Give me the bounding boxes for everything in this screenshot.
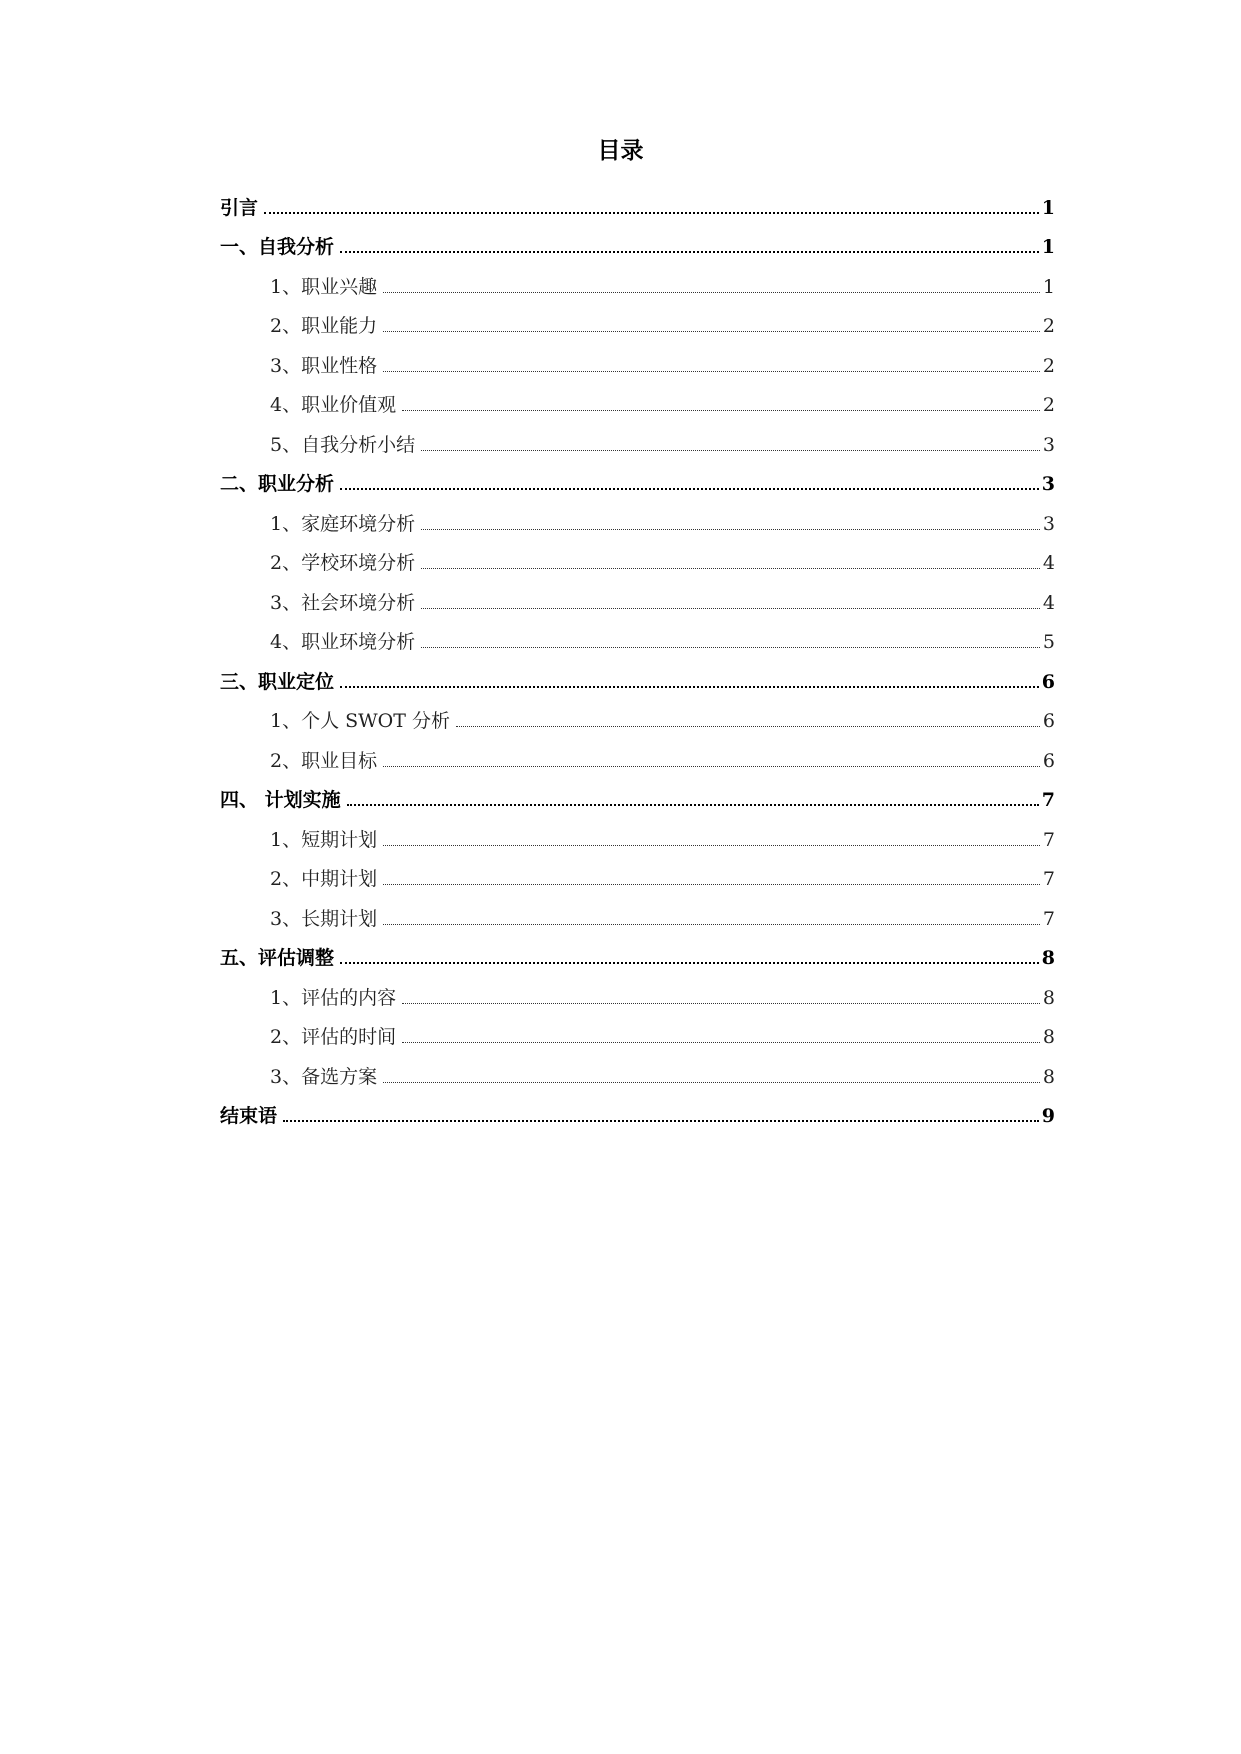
- toc-page-number: 4: [1042, 552, 1055, 574]
- toc-page-number: 5: [1042, 631, 1055, 653]
- dot-leader: [421, 608, 1040, 609]
- toc-entry-label: 2、中期计划: [270, 868, 378, 890]
- toc-entry-label: 1、个人 SWOT 分析: [270, 710, 450, 732]
- dot-leader: [383, 331, 1040, 332]
- toc-entry-label: 2、学校环境分析: [270, 552, 416, 574]
- toc-page-number: 2: [1042, 315, 1055, 337]
- toc-entry-label: 2、评估的时间: [270, 1026, 397, 1048]
- dot-leader: [402, 410, 1040, 411]
- toc-subsection-entry[interactable]: [220, 540, 1055, 580]
- toc-page-number: 1: [1041, 196, 1055, 219]
- dot-leader: [383, 371, 1040, 372]
- toc-entry-label: 二、职业分析: [220, 473, 335, 495]
- dot-leader: [383, 845, 1040, 846]
- toc-page-number: 3: [1042, 433, 1055, 456]
- toc-section-entry[interactable]: [220, 935, 1055, 975]
- toc-page-number: 8: [1042, 1065, 1055, 1088]
- toc-entry-label: 2、职业目标: [270, 749, 378, 772]
- toc-page-number: 2: [1042, 354, 1055, 377]
- toc-page-number: 8: [1042, 1026, 1055, 1048]
- toc-subsection-entry[interactable]: [220, 619, 1055, 659]
- toc-entry-label: 4、职业环境分析: [270, 631, 416, 653]
- toc-section-entry[interactable]: [220, 658, 1055, 698]
- toc-page-number: 4: [1042, 591, 1055, 614]
- toc-subsection-entry[interactable]: [220, 895, 1055, 935]
- dot-leader: [421, 647, 1040, 648]
- toc-subsection-entry[interactable]: [220, 421, 1055, 461]
- toc-subsection-entry[interactable]: [220, 816, 1055, 856]
- toc-title: 目录: [597, 137, 644, 164]
- toc-entry-label: 4、职业价值观: [270, 394, 397, 416]
- toc-entry-label: 五、评估调整: [220, 947, 335, 969]
- dot-leader: [421, 568, 1040, 569]
- toc-subsection-entry[interactable]: [220, 303, 1055, 343]
- toc-subsection-entry[interactable]: [220, 737, 1055, 777]
- dot-leader: [402, 1042, 1040, 1043]
- toc-page-number: 2: [1042, 394, 1055, 416]
- toc-page-number: 7: [1042, 907, 1055, 930]
- toc-subsection-entry[interactable]: [220, 579, 1055, 619]
- toc-subsection-entry[interactable]: [220, 856, 1055, 896]
- toc-entry-label: 三、职业定位: [220, 670, 335, 693]
- toc-subsection-entry[interactable]: [220, 382, 1055, 422]
- toc-page-number: 7: [1041, 789, 1055, 811]
- toc-subsection-entry[interactable]: [220, 1053, 1055, 1093]
- toc-entry-label: 一、自我分析: [220, 236, 335, 258]
- toc-page-number: 9: [1041, 1105, 1055, 1127]
- toc-entry-label: 5、自我分析小结: [270, 433, 416, 456]
- dot-leader: [402, 1003, 1040, 1004]
- toc-page-number: 3: [1042, 512, 1055, 535]
- toc-entry-label: 1、职业兴趣: [270, 275, 378, 298]
- dot-leader: [340, 251, 1039, 253]
- toc-page-number: 7: [1042, 828, 1055, 851]
- toc-section-entry[interactable]: [220, 184, 1055, 224]
- toc-entry-label: 四、 计划实施: [220, 789, 341, 811]
- dot-leader: [456, 726, 1040, 727]
- toc-page-number: 8: [1042, 986, 1055, 1009]
- toc-entry-label: 1、评估的内容: [270, 986, 397, 1009]
- dot-leader: [383, 924, 1040, 925]
- dot-leader: [383, 292, 1040, 293]
- dot-leader: [383, 884, 1040, 885]
- toc-section-entry[interactable]: [220, 1093, 1055, 1133]
- toc-page-number: 7: [1042, 868, 1055, 890]
- toc-subsection-entry[interactable]: [220, 500, 1055, 540]
- dot-leader: [383, 1082, 1040, 1083]
- toc-entry-label: 3、职业性格: [270, 354, 378, 377]
- toc-entry-label: 3、社会环境分析: [270, 591, 416, 614]
- toc-entry-label: 1、短期计划: [270, 828, 378, 851]
- toc-page-number: 1: [1042, 275, 1055, 298]
- toc-entry-label: 引言: [220, 196, 259, 219]
- toc-entry-label: 1、家庭环境分析: [270, 512, 416, 535]
- toc-subsection-entry[interactable]: [220, 698, 1055, 738]
- toc-entry-label: 3、备选方案: [270, 1065, 378, 1088]
- dot-leader: [264, 212, 1039, 214]
- toc-section-entry[interactable]: [220, 777, 1055, 817]
- dot-leader: [347, 804, 1039, 806]
- toc-subsection-entry[interactable]: [220, 974, 1055, 1014]
- toc-section-entry[interactable]: [220, 461, 1055, 501]
- dot-leader: [340, 488, 1039, 490]
- dot-leader: [421, 529, 1040, 530]
- toc-subsection-entry[interactable]: [220, 1014, 1055, 1054]
- dot-leader: [421, 450, 1040, 451]
- table-of-contents: [220, 184, 1055, 1132]
- toc-entry-label: 结束语: [220, 1105, 278, 1127]
- toc-entry-label: 2、职业能力: [270, 315, 378, 337]
- dot-leader: [340, 686, 1039, 688]
- toc-section-entry[interactable]: [220, 224, 1055, 264]
- toc-page-number: 6: [1041, 670, 1055, 693]
- toc-subsection-entry[interactable]: [220, 263, 1055, 303]
- toc-page-number: 8: [1041, 947, 1055, 969]
- dot-leader: [283, 1120, 1039, 1122]
- toc-page-number: 6: [1042, 749, 1055, 772]
- toc-subsection-entry[interactable]: [220, 342, 1055, 382]
- toc-page-number: 3: [1041, 473, 1055, 495]
- toc-entry-label: 3、长期计划: [270, 907, 378, 930]
- toc-page-number: 1: [1041, 236, 1055, 258]
- dot-leader: [383, 766, 1040, 767]
- toc-page-number: 6: [1042, 710, 1055, 732]
- dot-leader: [340, 962, 1039, 964]
